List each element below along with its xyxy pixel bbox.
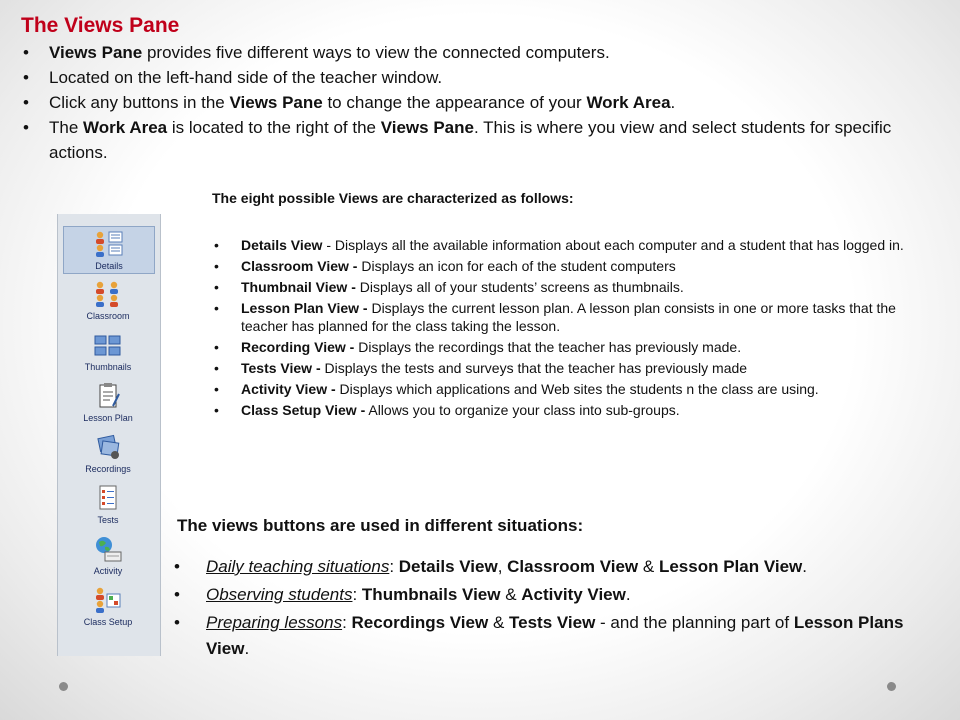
details-icon (92, 230, 126, 258)
intro-bullet: • Located on the left-hand side of the teacher window. (0, 65, 940, 90)
view-description-item: • Recording View - Displays the recordings that the teacher has previously made. (211, 338, 941, 356)
thumbnails-view-button[interactable] (63, 328, 153, 374)
views-pane (57, 214, 161, 656)
page-title: The Views Pane (21, 14, 180, 37)
decorative-dot-left (59, 682, 68, 691)
intro-bullet: • Views Pane provides five different ways to view the connected computers. (0, 40, 940, 65)
recordings-icon (91, 433, 125, 461)
intro-bullet: • The Work Area is located to the right of the Views Pane. This is where you view and select students for specific actions. (0, 115, 940, 165)
view-description-item: • Thumbnail View - Displays all of your students’ screens as thumbnails. (211, 278, 941, 296)
details-view-label: Details (95, 261, 123, 271)
situation-item: • Daily teaching situations: Details View, Classroom View & Lesson Plan View. (171, 554, 931, 580)
thumbnails-view-label: Thumbnails (84, 362, 132, 372)
thumbnails-icon (91, 331, 125, 359)
activity-icon (91, 535, 125, 563)
lesson-plan-icon (91, 382, 125, 410)
view-description-item: • Class Setup View - Allows you to organize your class into sub-groups. (211, 401, 941, 419)
view-description-item: • Lesson Plan View - Displays the current lesson plan. A lesson plan consists in one or more tasks that the teacher has planned for the class taking the lesson. (211, 299, 941, 335)
recordings-view-label: Recordings (85, 464, 131, 474)
views-description-list (211, 236, 941, 422)
view-description-item: • Activity View - Displays which applications and Web sites the students n the class are using. (211, 380, 941, 398)
intro-bullet: • Click any buttons in the Views Pane to change the appearance of your Work Area. (0, 90, 940, 115)
activity-view-label: Activity (93, 566, 123, 576)
classroom-icon (91, 280, 125, 308)
classroom-view-button[interactable] (63, 277, 153, 323)
situation-item: • Preparing lessons: Recordings View & Tests View - and the planning part of Lesson Plans View. (171, 610, 931, 662)
view-description-item: • Classroom View - Displays an icon for each of the student computers (211, 257, 941, 275)
class-setup-view-button[interactable] (63, 583, 153, 629)
eight-views-heading: The eight possible Views are characterized as follows: (212, 190, 574, 206)
view-description-item: • Details View - Displays all the available information about each computer and a student that has logged in. (211, 236, 941, 254)
class-setup-icon (91, 586, 125, 614)
situations-list (171, 554, 931, 664)
situation-item: • Observing students: Thumbnails View & Activity View. (171, 582, 931, 608)
tests-view-button[interactable] (63, 481, 153, 527)
view-description-item: • Tests View - Displays the tests and surveys that the teacher has previously made (211, 359, 941, 377)
class-setup-view-label: Class Setup (83, 617, 133, 627)
recordings-view-button[interactable] (63, 430, 153, 476)
lesson-plan-view-label: Lesson Plan (83, 413, 133, 423)
intro-bullet-list (0, 40, 940, 165)
situations-heading: The views buttons are used in different situations: (177, 516, 584, 535)
tests-view-label: Tests (97, 515, 119, 525)
decorative-dot-right (887, 682, 896, 691)
details-view-button[interactable] (63, 226, 155, 274)
classroom-view-label: Classroom (86, 311, 130, 321)
lesson-plan-view-button[interactable] (63, 379, 153, 425)
activity-view-button[interactable] (63, 532, 153, 578)
tests-icon (91, 484, 125, 512)
